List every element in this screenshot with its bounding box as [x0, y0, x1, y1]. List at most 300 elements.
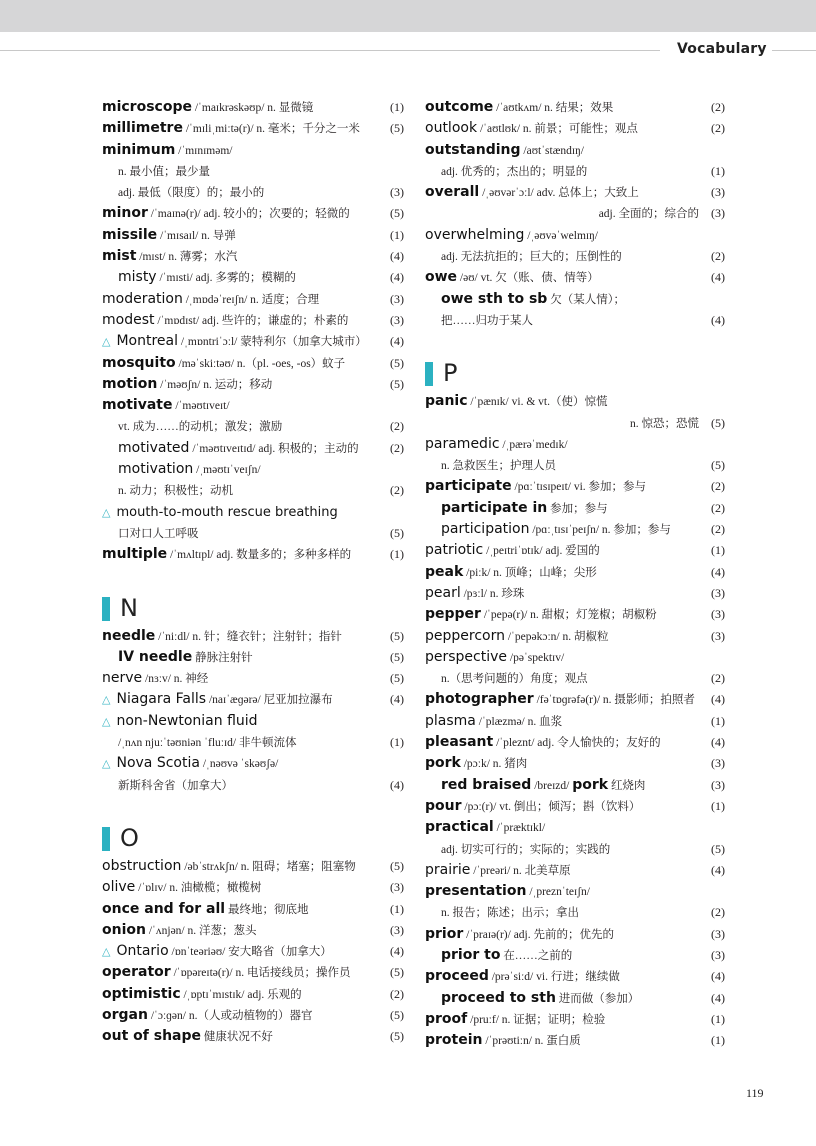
- headword: pork: [572, 776, 609, 793]
- headword: proof: [425, 1010, 468, 1027]
- definition: adj. 切实可行的；实际的；实践的: [441, 843, 611, 856]
- headword: protein: [425, 1032, 483, 1049]
- unit-number: (3): [711, 607, 725, 622]
- headword: olive: [102, 879, 136, 896]
- vocab-entry-continuation: [102, 732, 404, 753]
- definition: 最终地；彻底地: [225, 903, 309, 916]
- vocab-entry: [102, 267, 404, 288]
- definition: /ˌpærəˈmedɪk/: [499, 438, 568, 451]
- header-rule-right: [772, 50, 816, 51]
- section-heading-o: [102, 810, 404, 856]
- page-number: 119: [746, 1086, 764, 1100]
- definition: vt. 成为……的动机；激发；激励: [118, 421, 283, 434]
- definition: /ˈmɪnɪməm/: [175, 144, 233, 157]
- unit-number: (2): [711, 671, 725, 686]
- definition: /ˈmaɪnə(r)/ adj. 较小的；次要的；轻微的: [147, 208, 350, 221]
- unit-number: (2): [711, 905, 725, 920]
- vocab-entry: [425, 988, 725, 1009]
- unit-number: (5): [390, 376, 404, 391]
- vocab-entry: [102, 856, 404, 877]
- headword: patriotic: [425, 542, 484, 559]
- vocab-entry: [102, 502, 404, 523]
- definition: /ˈpleznt/ adj. 令人愉快的；友好的: [493, 737, 661, 750]
- definition: /ˈpepə(r)/ n. 甜椒；灯笼椒；胡椒粉: [480, 609, 657, 622]
- page-header-title: Vocabulary: [677, 41, 767, 57]
- section-gap: [102, 796, 404, 810]
- headword: Niagara Falls: [116, 691, 207, 708]
- unit-number: (3): [711, 585, 725, 600]
- unit-number: (5): [390, 649, 404, 664]
- headword: photographer: [425, 691, 534, 708]
- unit-number: (5): [390, 858, 404, 873]
- headword: once and for all: [102, 900, 226, 917]
- vocab-entry-continuation: [425, 902, 725, 923]
- unit-number: (4): [711, 735, 725, 750]
- vocab-entry: [425, 817, 725, 838]
- unit-number: (5): [390, 628, 404, 643]
- vocab-entry: [425, 391, 725, 412]
- unit-number: (2): [390, 986, 404, 1001]
- unit-number: (2): [711, 479, 725, 494]
- unit-number: (3): [711, 756, 725, 771]
- vocab-entry: [425, 711, 725, 732]
- unit-number: (1): [711, 713, 725, 728]
- headword: motion: [102, 375, 158, 392]
- unit-number: (5): [711, 415, 725, 430]
- unit-number: (1): [390, 227, 404, 242]
- vocab-entry: [102, 203, 404, 224]
- vocab-entry: [425, 476, 725, 497]
- unit-number: (3): [390, 880, 404, 895]
- vocab-entry: [425, 945, 725, 966]
- vocab-entry: [425, 775, 725, 796]
- definition: /pəˈspektɪv/: [507, 651, 565, 664]
- headword: panic: [425, 393, 468, 410]
- headword: needle: [102, 627, 156, 644]
- vocab-entry: [102, 626, 404, 647]
- vocab-entry-continuation: [102, 480, 404, 501]
- headword: mosquito: [102, 354, 176, 371]
- headword: owe sth to sb: [441, 290, 548, 307]
- vocab-entry-continuation: [425, 310, 725, 331]
- headword: Ontario: [116, 943, 169, 960]
- unit-number: (2): [711, 249, 725, 264]
- vocab-entry: [425, 604, 725, 625]
- unit-number: (5): [390, 355, 404, 370]
- triangle-marker-icon: △: [102, 335, 111, 349]
- vocab-entry: [102, 962, 404, 983]
- unit-number: (4): [390, 944, 404, 959]
- definition: /ˌəʊvəˈwelmɪŋ/: [524, 229, 598, 242]
- headword: motivated: [118, 439, 190, 456]
- unit-number: (3): [390, 185, 404, 200]
- vocab-entry: [102, 331, 404, 352]
- vocab-entry: [102, 920, 404, 941]
- definition: /ˌpreznˈteɪʃn/: [526, 886, 590, 899]
- definition: /ˌmɒntriˈɔːl/ 蒙特利尔（加拿大城市）: [178, 336, 367, 349]
- unit-number: (5): [390, 671, 404, 686]
- unit-number: (4): [390, 692, 404, 707]
- section-letter: O: [120, 823, 139, 852]
- definition: /ˈmʌltɪpl/ adj. 数量多的；多种多样的: [167, 549, 352, 562]
- headword: overwhelming: [425, 226, 525, 243]
- unit-number: (4): [390, 270, 404, 285]
- definition: /ˈaʊtkʌm/ n. 结果；效果: [493, 102, 614, 114]
- vocab-entry: [102, 941, 404, 962]
- definition: 进而做（参加）: [555, 992, 640, 1005]
- unit-number: (5): [390, 1007, 404, 1022]
- vocab-entry: [425, 1030, 725, 1051]
- headword: prairie: [425, 861, 471, 878]
- definition: /nɜːv/ n. 神经: [142, 673, 209, 686]
- unit-number: (2): [711, 121, 725, 136]
- vocab-entry: [425, 753, 725, 774]
- definition: /ˈmɪsti/ adj. 多雾的；模糊的: [156, 272, 296, 285]
- headword: motivate: [102, 397, 173, 414]
- headword: IV needle: [118, 648, 193, 665]
- vocab-entry: [102, 689, 404, 710]
- headword: pork: [425, 755, 461, 772]
- header-rule-left: [0, 50, 660, 51]
- unit-number: (5): [711, 458, 725, 473]
- vocab-entry: [425, 583, 725, 604]
- definition: 新斯科舍省（加拿大）: [118, 779, 233, 792]
- vocab-entry: [102, 899, 404, 920]
- definition: /ˌpeɪtriˈɒtɪk/ adj. 爱国的: [483, 545, 600, 558]
- vocab-entry: [102, 310, 404, 331]
- headword: pour: [425, 797, 462, 814]
- headword: proceed: [425, 968, 489, 985]
- vocab-entry-continuation: [102, 182, 404, 203]
- vocab-entry: [425, 924, 725, 945]
- vocab-entry: [425, 118, 725, 139]
- headword: minor: [102, 205, 148, 222]
- section-heading-n: [102, 580, 404, 626]
- vocab-entry: [425, 689, 725, 710]
- definition: /ˌnəʊvə ˈskəʊʃə/: [199, 758, 279, 771]
- definition: /ˈpænɪk/ vi. & vt.（使）惊慌: [467, 396, 608, 409]
- unit-number: (3): [390, 922, 404, 937]
- definition: /ˈmɪliˌmiːtə(r)/ n. 毫米；千分之一米: [182, 123, 360, 136]
- definition: /ˈməʊʃn/ n. 运动；移动: [157, 378, 273, 391]
- headword: prior to: [441, 946, 501, 963]
- unit-number: (4): [390, 334, 404, 349]
- definition: /ˈpreəri/ n. 北美草原: [470, 864, 571, 877]
- triangle-marker-icon: △: [102, 757, 111, 771]
- vocab-entry: [425, 647, 725, 668]
- headword: minimum: [102, 141, 176, 158]
- vocab-entry: [102, 374, 404, 395]
- unit-number: (2): [390, 440, 404, 455]
- unit-number: (3): [390, 291, 404, 306]
- vocab-entry-continuation: [102, 416, 404, 437]
- vocab-entry: [102, 118, 404, 139]
- vocab-entry: [102, 711, 404, 732]
- definition: /ˈməʊtɪveɪtɪd/ adj. 积极的；主动的: [189, 442, 359, 455]
- unit-number: (1): [390, 901, 404, 916]
- definition: /pruːf/ n. 证据；证明；检验: [467, 1013, 606, 1026]
- vocab-entry: [425, 289, 725, 310]
- definition: /pɜːl/ n. 珍珠: [460, 587, 525, 600]
- unit-number: (5): [390, 206, 404, 221]
- vocab-entry: [425, 796, 725, 817]
- headword: modest: [102, 311, 155, 328]
- definition: 静脉注射针: [192, 651, 253, 664]
- unit-number: (1): [390, 100, 404, 114]
- headword: Montreal: [116, 333, 179, 350]
- headword: motivation: [118, 461, 194, 478]
- headword: peppercorn: [425, 627, 505, 644]
- unit-number: (1): [711, 798, 725, 813]
- unit-number: (2): [390, 419, 404, 434]
- unit-number: (4): [390, 249, 404, 264]
- section-gap: [102, 566, 404, 580]
- vocab-entry-continuation: [425, 839, 725, 860]
- vocabulary-column-left: [102, 97, 404, 1048]
- vocab-entry: [102, 246, 404, 267]
- definition: /ˌnʌn njuːˈtəʊniən ˈfluːɪd/ 非牛顿流体: [118, 737, 297, 750]
- unit-number: (5): [390, 1029, 404, 1044]
- definition: /pɔːk/ n. 猪肉: [460, 758, 528, 771]
- vocab-entry: [102, 877, 404, 898]
- definition: /ˈprəʊtiːn/ n. 蛋白质: [482, 1035, 581, 1048]
- definition: /ˈniːdl/ n. 针；缝衣针；注射针；指针: [155, 630, 342, 643]
- unit-number: (5): [390, 121, 404, 136]
- definition: /pɑːˌtɪsɪˈpeɪʃn/ n. 参加；参与: [529, 524, 671, 537]
- headword: pearl: [425, 584, 461, 601]
- vocab-entry: [102, 1026, 404, 1047]
- vocab-entry: [425, 140, 725, 161]
- headword: outstanding: [425, 141, 521, 158]
- headword: organ: [102, 1006, 148, 1023]
- section-marker-bar: [425, 362, 433, 386]
- headword: peak: [425, 563, 464, 580]
- definition: /piːk/ n. 顶峰；山峰；尖形: [463, 566, 597, 579]
- vocab-entry-continuation: [425, 413, 725, 434]
- definition: /əʊ/ vt. 欠（账、债、情等）: [457, 272, 599, 285]
- definition: /ˈpraɪə(r)/ adj. 先前的；优先的: [463, 928, 614, 941]
- definition: /ˈɔːɡən/ n.（人或动植物的）器官: [147, 1009, 313, 1022]
- vocab-entry: [425, 225, 725, 246]
- unit-number: (5): [390, 965, 404, 980]
- headword: participate: [425, 478, 512, 495]
- unit-number: (1): [390, 547, 404, 562]
- triangle-marker-icon: △: [102, 693, 111, 707]
- triangle-marker-icon: △: [102, 505, 111, 519]
- definition: /ˈpræktɪkl/: [493, 822, 546, 835]
- unit-number: (1): [711, 1011, 725, 1026]
- definition: /əbˈstrʌkʃn/ n. 阻碍；堵塞；阻塞物: [181, 860, 356, 873]
- definition: adj. 无法抗拒的；巨大的；压倒性的: [441, 251, 622, 264]
- unit-number: (3): [390, 312, 404, 327]
- headword: red braised: [441, 776, 532, 793]
- unit-number: (1): [390, 735, 404, 750]
- definition: /prəˈsiːd/ vi. 行进；继续做: [488, 971, 620, 984]
- definition: adj. 全面的；综合的: [598, 208, 699, 221]
- headword: outcome: [425, 99, 494, 115]
- vocab-entry: [102, 753, 404, 774]
- vocab-entry: [425, 881, 725, 902]
- unit-number: (3): [711, 926, 725, 941]
- definition: /ˌmɒdəˈreɪʃn/ n. 适度；合理: [182, 293, 320, 306]
- headword: obstruction: [102, 857, 182, 874]
- definition: /ˈmɒdɪst/ adj. 些许的；谦虚的；朴素的: [154, 314, 349, 327]
- vocab-entry: [102, 984, 404, 1005]
- section-letter: N: [120, 593, 138, 622]
- headword: participate in: [441, 499, 548, 516]
- vocab-entry: [102, 225, 404, 246]
- definition: /fəˈtɒɡrəfə(r)/ n. 摄影师；拍照者: [533, 694, 695, 707]
- vocab-entry: [102, 97, 404, 118]
- unit-number: (3): [711, 777, 725, 792]
- definition: /pɔː(r)/ vt. 倒出；倾泻；斟（饮料）: [461, 800, 641, 813]
- headword: operator: [102, 964, 171, 981]
- headword: proceed to sth: [441, 989, 556, 1006]
- unit-number: (2): [711, 100, 725, 114]
- vocab-entry-continuation: [102, 523, 404, 544]
- definition: /ˌəʊvərˈɔːl/ adv. 总体上；大致上: [479, 187, 639, 200]
- unit-number: (2): [390, 483, 404, 498]
- definition: n. 惊恐；恐慌: [630, 417, 699, 430]
- vocab-entry: [425, 498, 725, 519]
- unit-number: (4): [711, 692, 725, 707]
- unit-number: (1): [711, 163, 725, 178]
- section-letter: P: [443, 359, 458, 388]
- definition: n. 最小值；最少量: [118, 165, 210, 178]
- definition: /ˈmaɪkrəskəʊp/ n. 显微镜: [191, 102, 314, 114]
- headword: nerve: [102, 670, 143, 687]
- vocab-entry: [102, 1005, 404, 1026]
- vocab-entry: [425, 540, 725, 561]
- vocab-entry: [425, 1009, 725, 1030]
- unit-number: (4): [711, 862, 725, 877]
- vocab-entry: [102, 353, 404, 374]
- definition: 参加；参与: [547, 502, 608, 515]
- headword: millimetre: [102, 120, 183, 137]
- vocab-entry: [425, 732, 725, 753]
- vocab-entry: [102, 544, 404, 565]
- headword: out of shape: [102, 1028, 201, 1045]
- unit-number: (4): [711, 312, 725, 327]
- unit-number: (3): [711, 185, 725, 200]
- definition: /mɪst/ n. 薄雾；水汽: [136, 251, 238, 264]
- unit-number: (1): [711, 543, 725, 558]
- headword: outlook: [425, 120, 478, 137]
- unit-number: (4): [711, 270, 725, 285]
- definition: /ˈɒpəreɪtə(r)/ n. 电话接线员；操作员: [170, 967, 351, 980]
- vocab-entry: [425, 966, 725, 987]
- headword: microscope: [102, 99, 192, 115]
- definition: 欠（某人情）；: [547, 293, 625, 306]
- headword: misty: [118, 269, 157, 286]
- headword: mist: [102, 248, 137, 265]
- definition: 健康状况不好: [201, 1031, 273, 1044]
- vocab-entry: [102, 438, 404, 459]
- vocab-entry-continuation: [425, 668, 725, 689]
- vocab-entry: [102, 459, 404, 480]
- vocab-entry: [425, 519, 725, 540]
- vocab-entry: [102, 395, 404, 416]
- vocab-entry: [425, 267, 725, 288]
- vocab-entry: [425, 562, 725, 583]
- vocab-entry-continuation: [425, 203, 725, 224]
- unit-number: (5): [390, 525, 404, 540]
- definition: /ˈɒlɪv/ n. 油橄榄；橄榄树: [135, 882, 262, 895]
- vocab-entry-continuation: [425, 246, 725, 267]
- definition: /aʊtˈstændɪŋ/: [520, 144, 584, 157]
- unit-number: (4): [711, 990, 725, 1005]
- vocab-entry: [102, 289, 404, 310]
- vocab-entry: [425, 860, 725, 881]
- headword: perspective: [425, 648, 508, 665]
- definition: /ˌɒptɪˈmɪstɪk/ adj. 乐观的: [180, 988, 302, 1001]
- definition: /ˈaʊtlʊk/ n. 前景；可能性；观点: [477, 123, 638, 136]
- vocab-entry: [425, 434, 725, 455]
- headword: paramedic: [425, 435, 500, 452]
- vocab-entry-continuation: [102, 775, 404, 796]
- vocabulary-column-right: [425, 97, 725, 1051]
- vocab-entry-continuation: [425, 161, 725, 182]
- definition: /ɒnˈteəriəʊ/ 安大略省（加拿大）: [168, 946, 332, 959]
- definition: /məˈskiːtəʊ/ n.（pl. -oes, -os）蚊子: [175, 357, 346, 370]
- vocab-entry-continuation: [102, 161, 404, 182]
- section-heading-p: [425, 345, 725, 391]
- headword: plasma: [425, 712, 476, 729]
- headword: optimistic: [102, 985, 181, 1002]
- vocab-entry: [425, 626, 725, 647]
- definition: /ˈplæzmə/ n. 血浆: [475, 715, 563, 728]
- headword: owe: [425, 269, 458, 286]
- vocab-entry: [425, 97, 725, 118]
- headword: participation: [441, 521, 530, 538]
- headword: onion: [102, 921, 146, 938]
- definition: /ˈpepəkɔːn/ n. 胡椒粒: [504, 630, 609, 643]
- triangle-marker-icon: △: [102, 945, 111, 959]
- vocab-entry: [102, 647, 404, 668]
- section-marker-bar: [102, 827, 110, 851]
- unit-number: (5): [711, 841, 725, 856]
- headword: practical: [425, 819, 494, 836]
- definition: n. 动力；积极性；动机: [118, 485, 233, 498]
- definition: /ˌməʊtɪˈveɪʃn/: [193, 464, 261, 477]
- top-bar: [0, 0, 816, 32]
- unit-number: (1): [711, 1033, 725, 1048]
- headword: prior: [425, 925, 464, 942]
- vocab-entry: [425, 182, 725, 203]
- definition: 在……之前的: [500, 949, 573, 962]
- definition: 红烧肉: [608, 779, 646, 792]
- unit-number: (3): [711, 947, 725, 962]
- definition: /ˈmɪsaɪl/ n. 导弹: [157, 229, 236, 242]
- definition: n. 急救医生；护理人员: [441, 460, 556, 473]
- headword: multiple: [102, 546, 168, 563]
- headword: presentation: [425, 883, 527, 900]
- vocab-entry: [102, 140, 404, 161]
- definition: /breɪzd/: [531, 779, 573, 792]
- headword: overall: [425, 184, 480, 201]
- definition: /pɑːˈtɪsɪpeɪt/ vi. 参加；参与: [511, 481, 647, 494]
- definition: /naɪˈæɡərə/ 尼亚加拉瀑布: [206, 694, 333, 707]
- unit-number: (3): [711, 206, 725, 221]
- headword: missile: [102, 226, 158, 243]
- headword: Nova Scotia: [116, 755, 200, 772]
- definition: n. 报告；陈述；出示；拿出: [441, 907, 579, 920]
- section-gap: [425, 331, 725, 345]
- definition: /ˈʌnjən/ n. 洋葱；葱头: [145, 924, 257, 937]
- vocab-entry-continuation: [425, 455, 725, 476]
- definition: adj. 优秀的；杰出的；明显的: [441, 165, 588, 178]
- definition: adj. 最低（限度）的；最小的: [118, 187, 265, 200]
